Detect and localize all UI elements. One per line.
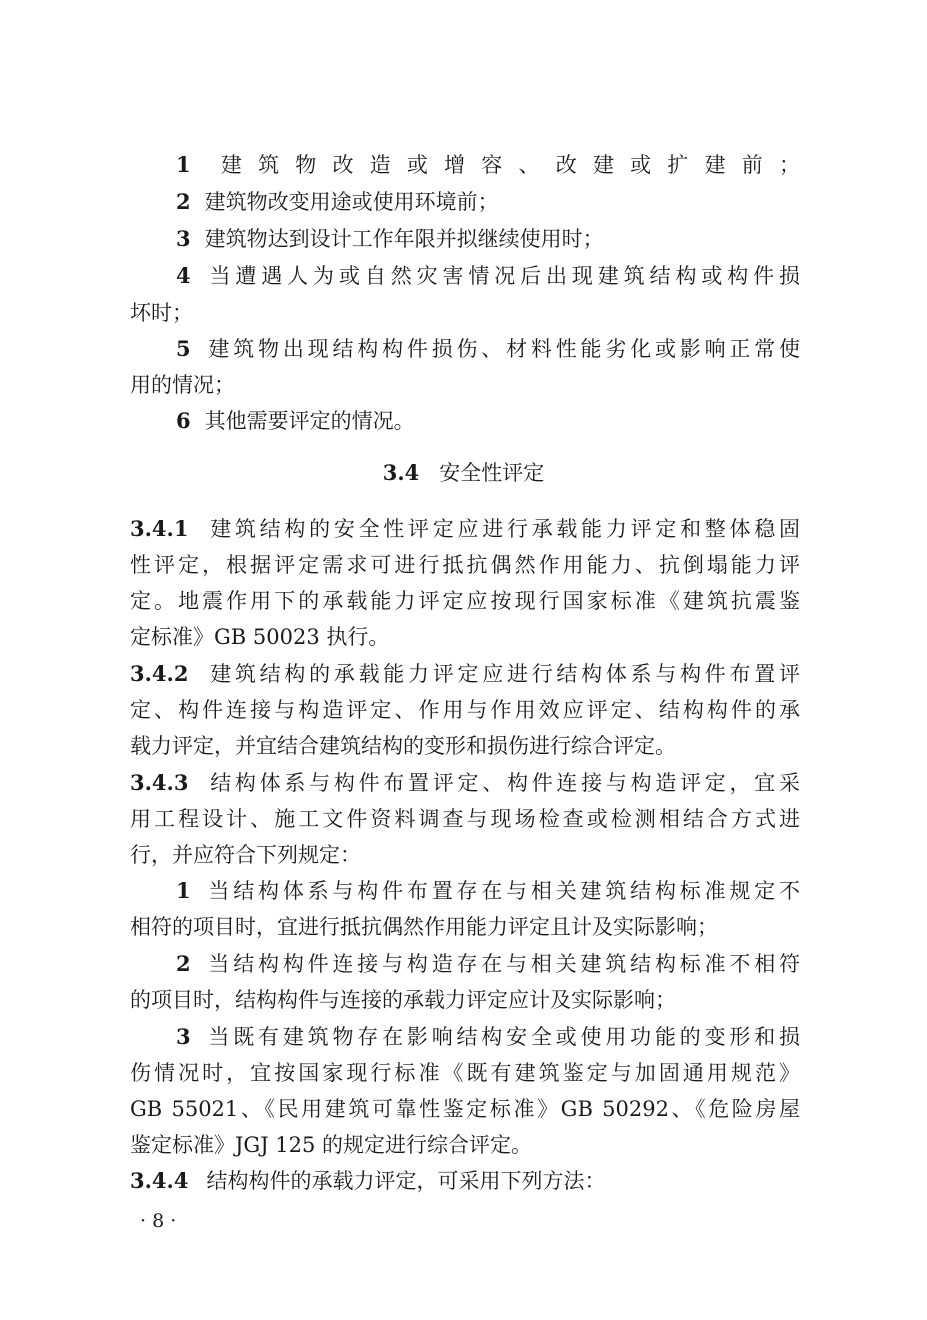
list-item-5: 5 建筑物出现结构构件损伤、材料性能劣化或影响正常使 xyxy=(176,336,800,361)
clause-3-4-3-item-1-cont: 相符的项目时，宜进行抵抗偶然作用能力评定且计及实际影响； xyxy=(130,915,718,939)
clause-3-4-3-line-3: 行，并应符合下列规定： xyxy=(130,843,361,867)
clause-3-4-3-item-2-cont: 的项目时，结构构件与连接的承载力评定应计及实际影响； xyxy=(130,988,676,1012)
clause-3-4-3: 3.4.3 结构体系与构件布置评定、构件连接与构造评定，宜采 xyxy=(130,770,800,795)
clause-3-4-3-item-3-line-3: GB 55021、《民用建筑可靠性鉴定标准》GB 50292、《危险房屋 xyxy=(130,1097,800,1121)
clause-3-4-3-item-3-line-2: 伤情况时，宜按国家现行标准《既有建筑鉴定与加固通用规范》 xyxy=(130,1061,800,1085)
list-item-3: 3 建筑物达到设计工作年限并拟继续使用时； xyxy=(176,226,604,251)
clause-3-4-2-line-3: 载力评定，并宜结合建筑结构的变形和损伤进行综合评定。 xyxy=(130,734,676,758)
clause-3-4-3-item-1: 1 当结构体系与构件布置存在与相关建筑结构标准规定不 xyxy=(176,878,800,903)
list-item-4-cont: 坏时； xyxy=(130,301,193,325)
clause-3-4-2: 3.4.2 建筑结构的承载能力评定应进行结构体系与构件布置评 xyxy=(130,661,800,686)
list-item-6: 6 其他需要评定的情况。 xyxy=(176,408,415,433)
page-number: · 8 · xyxy=(140,1210,177,1232)
clause-3-4-1-line-4: 定标准》GB 50023 执行。 xyxy=(130,625,390,649)
clause-3-4-2-line-2: 定、构件连接与构造评定、作用与作用效应评定、结构构件的承 xyxy=(130,698,800,722)
clause-3-4-3-item-3-line-4: 鉴定标准》JGJ 125 的规定进行综合评定。 xyxy=(130,1133,533,1157)
list-item-4: 4 当遭遇人为或自然灾害情况后出现建筑结构或构件损 xyxy=(176,263,800,288)
list-item-2: 2 建筑物改变用途或使用环境前； xyxy=(176,189,499,214)
list-item-1: 1 建筑物改造或增容、改建或扩建前； xyxy=(176,152,800,177)
clause-3-4-3-item-3: 3 当既有建筑物存在影响结构安全或使用功能的变形和损 xyxy=(176,1024,800,1049)
clause-3-4-1-line-3: 定。地震作用下的承载能力评定应按现行国家标准《建筑抗震鉴 xyxy=(130,589,800,613)
clause-3-4-1-line-2: 性评定，根据评定需求可进行抵抗偶然作用能力、抗倒塌能力评 xyxy=(130,553,800,577)
clause-3-4-3-item-2: 2 当结构构件连接与构造存在与相关建筑结构标准不相符 xyxy=(176,951,800,976)
clause-3-4-1: 3.4.1 建筑结构的安全性评定应进行承载能力评定和整体稳固 xyxy=(130,516,800,541)
clause-3-4-3-line-2: 用工程设计、施工文件资料调查与现场检查或检测相结合方式进 xyxy=(130,807,800,831)
clause-3-4-4: 3.4.4 结构构件的承载力评定，可采用下列方法： xyxy=(130,1168,606,1193)
section-heading: 3.4 安全性评定 xyxy=(382,460,545,485)
list-item-5-cont: 用的情况； xyxy=(130,373,235,397)
